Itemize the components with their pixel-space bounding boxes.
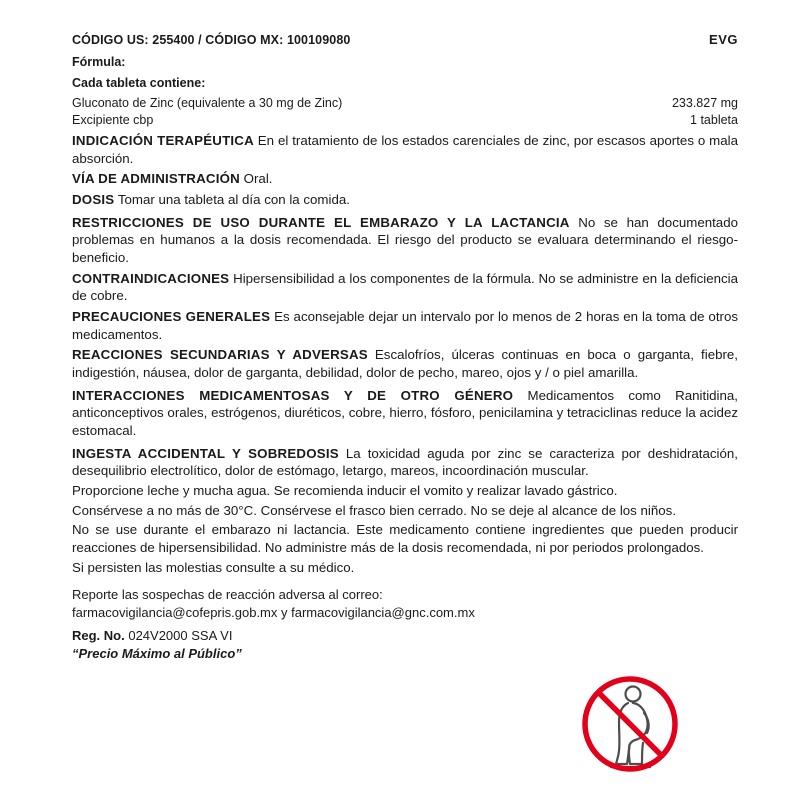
contains-label: Cada tableta contiene: (72, 76, 206, 90)
ingredient-amount: 233.827 mg (671, 96, 738, 110)
paragraph-consult-doctor: Si persisten las molestias consulte a su médico. (72, 559, 355, 575)
brand-mark: EVG (709, 32, 738, 47)
formula-label: Fórmula: (72, 55, 126, 69)
paragraph-storage: Consérvese a no más de 30°C. Consérvese el frasco bien cerrado. No se deje al alcance de los niños. (72, 502, 677, 518)
header-row (72, 32, 738, 47)
section-text: Hipersensibilidad a los componentes de la fórmula. No se administre en la deficiencia de cobre. (72, 270, 738, 304)
section-text: Medicamentos como Ranitidina, anticonceptivos orales, estrógenos, diuréticos, cobre, hierro, fósforo, penicilamina y tetraciclinas reduce la acidez estomacal. (72, 387, 738, 439)
section-precauciones-generales (72, 308, 738, 343)
section-interacciones-medicamentosas (72, 387, 738, 440)
section-text: Escalofríos, úlceras continuas en boca o garganta, fiebre, indigestión, náusea, dolor de garganta, debilidad, dolor de pecho, mareo, ojos y / o piel amarilla. (72, 347, 739, 381)
section-heading: RESTRICCIONES DE USO DURANTE EL EMBARAZO Y LA LACTANCIA (72, 214, 570, 230)
product-codes: CÓDIGO US: 255400 / CÓDIGO MX: 100109080 (72, 33, 351, 47)
ingredient-name: Gluconato de Zinc (equivalente a 30 mg de Zinc) (72, 96, 343, 110)
section-text: No se han documentado problemas en humanos a la dosis recomendada. El riesgo del producto se evaluara determinando el riesgo-beneficio. (72, 214, 738, 266)
section-restricciones-embarazo-lactancia (72, 214, 738, 267)
section-text: Oral. (239, 171, 273, 187)
section-text: Es aconsejable dejar un intervalo por lo menos de 2 horas en la toma de otros medicamentos. (72, 309, 738, 342)
section-text: La toxicidad aguda por zinc se caracteriza por deshidratación, desequilibrio electrolítico, dolor de estómago, letargo, mareos, incoordinación muscular. (72, 445, 738, 479)
section-heading: REACCIONES SECUNDARIAS Y ADVERSAS (72, 347, 368, 363)
section-heading: PRECAUCIONES GENERALES (72, 309, 271, 325)
section-heading: VÍA DE ADMINISTRACIÓN (72, 171, 240, 187)
section-text: En el tratamiento de los estados carenciales de zinc, por escasos aportes o mala absorción. (72, 133, 738, 166)
section-heading: CONTRAINDICACIONES (72, 270, 230, 286)
section-heading: INTERACCIONES MEDICAMENTOSAS Y DE OTRO GÉNERO (72, 387, 514, 403)
registration-number (72, 628, 738, 643)
ingredient-row (72, 96, 738, 110)
max-price-note: “Precio Máximo al Público” (72, 645, 242, 661)
ingredient-row (72, 113, 738, 127)
section-heading: INDICACIÓN TERAPÉUTICA (72, 133, 254, 148)
section-text: Tomar una tableta al día con la comida. (114, 192, 350, 208)
ingredient-amount: 1 tableta (690, 113, 738, 127)
registration-value: 024V2000 SSA VI (124, 627, 233, 643)
registration-heading: Reg. No. (72, 627, 125, 643)
ingredient-name: Excipiente cbp (72, 113, 154, 127)
report-line-1: Reporte las sospechas de reacción adversa al correo: (72, 587, 383, 603)
section-dosis (72, 191, 738, 209)
adverse-reaction-report (72, 586, 738, 621)
paragraph-warnings: No se use durante el embarazo ni lactancia. Este medicamento contiene ingredientes que pueden producir reacciones de hipersensibilidad. No administre más de la dosis recomendada, ni por periodos prolongados. (72, 522, 738, 556)
section-heading: DOSIS (72, 192, 115, 208)
section-contraindicaciones (72, 270, 738, 305)
paragraph-overdose-care: Proporcione leche y mucha agua. Se recomienda inducir el vomito y realizar lavado gástrico. (72, 483, 618, 499)
section-heading: INGESTA ACCIDENTAL Y SOBREDOSIS (72, 445, 339, 461)
section-reacciones-secundarias-adversas (72, 346, 738, 381)
no-pregnancy-icon (578, 672, 682, 776)
section-indicacion-terapeutica (72, 132, 738, 167)
report-line-2: farmacovigilancia@cofepris.gob.mx y farmacovigilancia@gnc.com.mx (72, 605, 475, 620)
section-ingesta-accidental-sobredosis (72, 445, 738, 480)
section-via-administracion (72, 170, 738, 188)
